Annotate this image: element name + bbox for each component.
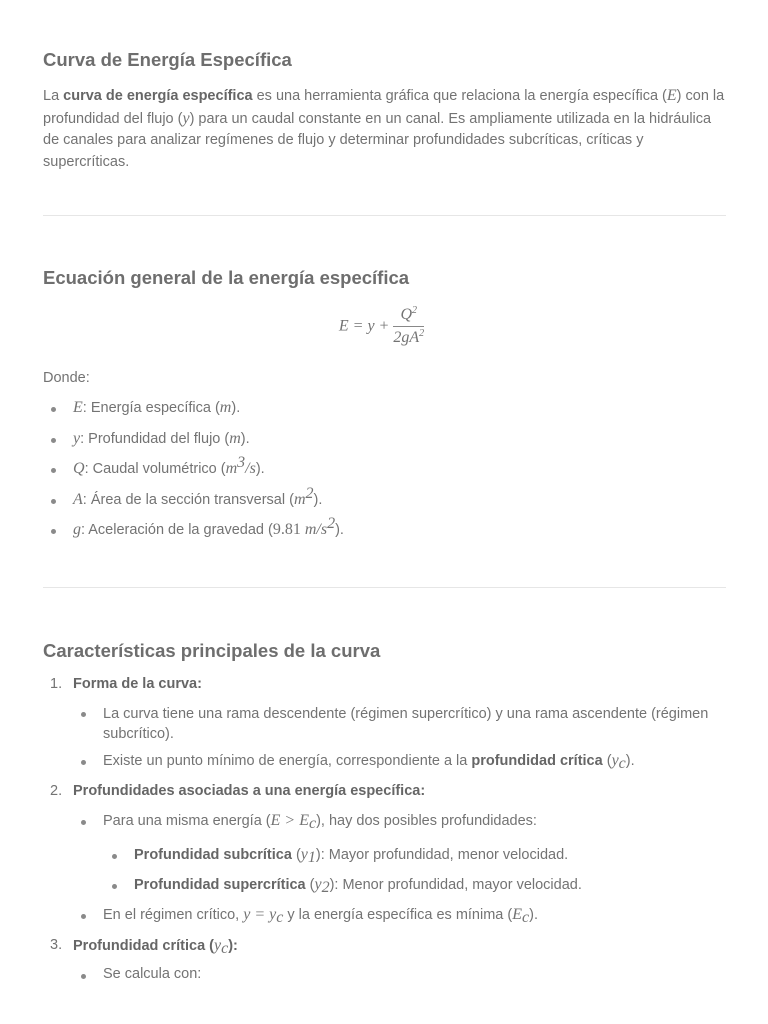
- list-item: g: Aceleración de la gravedad (9.81 $m/s^2$).: [73, 515, 344, 538]
- section-title-ecuacion: Ecuación general de la energía específica: [43, 267, 410, 288]
- equation-fraction: $\frac{Q^2}{2gA^2}$: [393, 305, 425, 346]
- equation-display: E = y + $\frac{Q^2}{2gA^2}$: [338, 305, 425, 346]
- list-item: Profundidad subcrítica $(y_1)$: Mayor profundidad, menor velocidad.: [134, 846, 569, 866]
- section-title-curva: Curva de Energía Específica: [43, 49, 292, 70]
- list-item: Se calcula con:: [103, 966, 202, 982]
- list-item: La curva tiene una rama descendente (régimen supercrítico) y una rama ascendente (régimen subcrítico).: [103, 704, 726, 744]
- list-item: E: Energía específica (m).: [73, 399, 241, 416]
- section-title-caracteristicas: Características principales de la curva: [43, 640, 381, 661]
- list-item: A: Área de la sección transversal $(m^2)$.: [73, 485, 323, 508]
- list-item: y: Profundidad del flujo (m).: [73, 430, 250, 447]
- list-item: Profundidad supercrítica $(y_2)$: Menor profundidad, mayor velocidad.: [134, 876, 582, 896]
- numbered-item-forma: 1. Forma de la curva:: [50, 676, 202, 692]
- list-item: Existe un punto mínimo de energía, correspondiente a la profundidad crítica $(y_c)$.: [103, 752, 635, 772]
- donde-label: Donde:: [43, 370, 90, 386]
- list-item: En el régimen crítico, $y = y_c$ y la energía específica es mínima $(E_c)$.: [103, 906, 538, 926]
- divider: [43, 587, 726, 588]
- divider: [43, 215, 726, 216]
- list-item: Para una misma energía $(E > E_c)$, hay dos posibles profundidades:: [103, 812, 537, 832]
- intro-paragraph: La curva de energía específica es una herramienta gráfica que relaciona la energía específica (E) con la profundidad del flujo (y) para un caudal constante en un canal. Es ampliamente utilizada en la hidráulica de canales para analizar regímenes de flujo y determinar profundidades subcríticas, críticas y supercríticas.: [43, 87, 725, 170]
- list-item: Q: Caudal volumétrico $(m^3/s)$.: [73, 454, 265, 477]
- numbered-item-profundidades: 2. Profundidades asociadas a una energía específica:: [50, 783, 426, 799]
- numbered-item-profundidad-critica: 3. Profundidad crítica $(y_c)$:: [50, 937, 238, 957]
